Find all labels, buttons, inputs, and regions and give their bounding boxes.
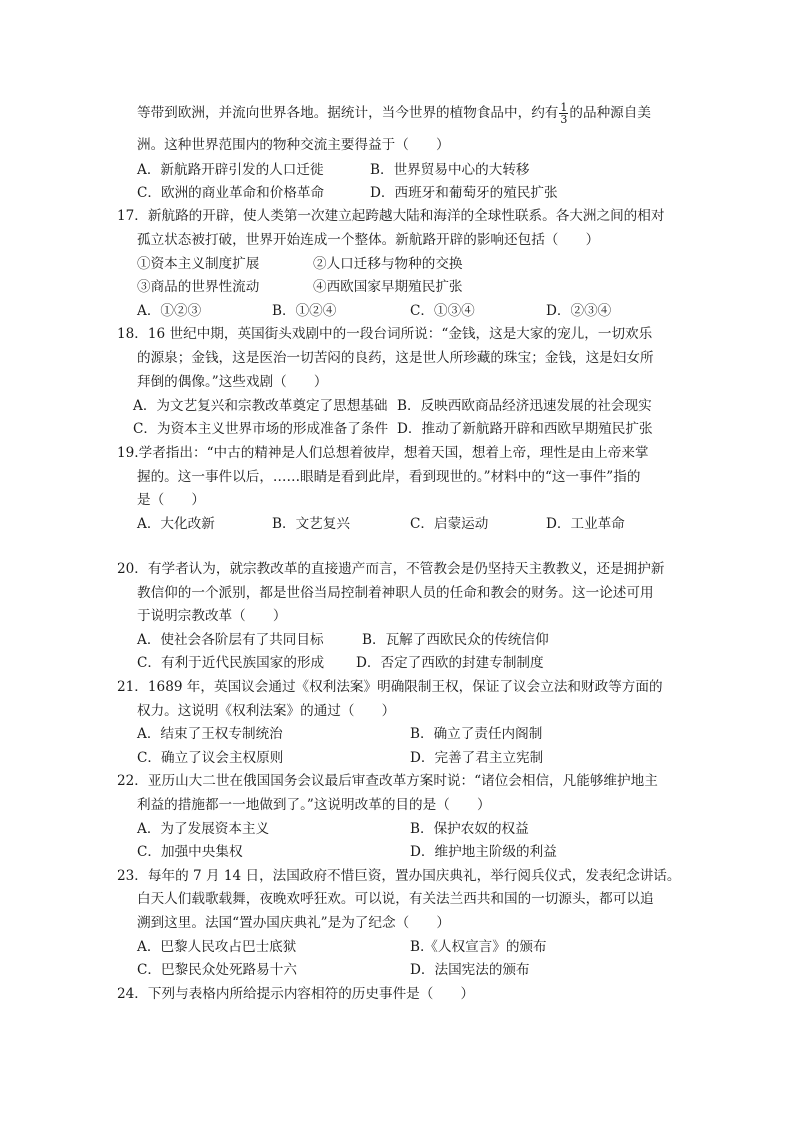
q17-item-4: ④西欧国家早期殖民扩张	[313, 279, 463, 295]
q23-option-d: D．法国宪法的颁布	[410, 962, 530, 978]
q20-option-b: B．瓦解了西欧民众的传统信仰	[362, 632, 549, 648]
q19-option-b: B．文艺复兴	[272, 516, 350, 532]
q22-option-d: D．维护地主阶级的利益	[410, 844, 557, 860]
q20-option-c: C．有利于近代民族国家的形成	[137, 655, 325, 671]
q20-option-d: D．否定了西欧的封建专制制度	[356, 655, 544, 671]
q21-option-c: C．确立了议会主权原则	[137, 750, 284, 766]
q21-line-2: 权力。这说明《权利法案》的通过（ ）	[137, 703, 396, 719]
q18-option-d: D．推动了新航路开辟和西欧早期殖民扩张	[397, 421, 653, 437]
q16-line-1: 等带到欧洲，并流向世界各地。据统计，当今世界的植物食品中，约有 $\frac{1}{3}$ 的品种源自美	[137, 101, 651, 126]
q20-line-1: 20．有学者认为，就宗教改革的直接遗产而言，不管教会是仍坚持天主教教义，还是拥护新	[117, 561, 665, 577]
q23-option-c: C．巴黎民众处死路易十六	[137, 962, 297, 978]
q24-line-1: 24．下列与表格内所给提示内容相符的历史事件是（ ）	[117, 986, 475, 1002]
q22-line-1: 22．亚历山大二世在俄国国务会议最后审查改革方案时说：“诸位会相信，凡能够维护地主	[117, 773, 658, 789]
q16-option-c: C．欧洲的商业革命和价格革命	[137, 185, 325, 201]
q17-option-c: C．①③④	[410, 303, 475, 319]
q23-option-b: B.《人权宣言》的颁布	[410, 939, 547, 955]
q22-line-2: 利益的措施都一一地做到了。”这说明改革的目的是（ ）	[137, 797, 491, 813]
q16-option-b: B．世界贸易中心的大转移	[370, 162, 530, 178]
q19-option-c: C．启蒙运动	[410, 516, 489, 532]
q16-option-d: D．西班牙和葡萄牙的殖民扩张	[370, 185, 558, 201]
q17-option-d: D．②③④	[546, 303, 612, 319]
q22-option-c: C．加强中央集权	[137, 844, 243, 860]
q19-line-1: 19.学者指出：“中古的精神是人们总想着彼岸，想着天国，想着上帝，理性是由上帝来掌	[117, 445, 649, 461]
q18-line-1: 18．16 世纪中期，英国街头戏剧中的一段台词所说：“金钱，这是大家的宠儿，一切欢乐	[117, 326, 653, 342]
q22-option-b: B．保护农奴的权益	[410, 821, 529, 837]
q19-option-d: D．工业革命	[546, 516, 625, 532]
q19-option-a: A．大化改新	[137, 516, 215, 532]
q20-option-a: A．使社会各阶层有了共同目标	[137, 632, 324, 648]
q23-option-a: A．巴黎人民攻占巴士底狱	[137, 939, 297, 955]
q18-option-a: A．为文艺复兴和宗教改革奠定了思想基础	[133, 398, 388, 414]
q17-line-2: 孤立状态被打破，世界开始连成一个整体。新航路开辟的影响还包括（ ）	[137, 232, 600, 248]
q18-option-c: C．为资本主义世界市场的形成准备了条件	[133, 421, 389, 437]
q17-option-b: B．①②④	[272, 303, 337, 319]
q16-line-2: 洲。这种世界范围内的物种交流主要得益于（ ）	[137, 137, 450, 153]
q21-line-1: 21．1689 年，英国议会通过《权利法案》明确限制王权，保证了议会立法和财政等方面的	[117, 679, 663, 695]
q20-line-2: 教信仰的一个派别，都是世俗当局控制着神职人员的任命和教会的财务。这一论述可用	[137, 585, 654, 601]
q23-line-2: 白天人们载歌载舞，夜晚欢呼狂欢。可以说，有关法兰西共和国的一切源头，都可以追	[137, 891, 654, 907]
q21-option-b: B．确立了责任内阁制	[410, 726, 543, 742]
q23-line-1: 23．每年的 7 月 14 日，法国政府不惜巨资，置办国庆典礼，举行阅兵仪式，发表纪念讲话。	[117, 868, 681, 884]
q17-item-2: ②人口迁移与物种的交换	[313, 256, 463, 272]
q17-line-1: 17．新航路的开辟，使人类第一次建立起跨越大陆和海洋的全球性联系。各大洲之间的相对	[117, 208, 665, 224]
q16-option-a: A．新航路开辟引发的人口迁徙	[137, 162, 324, 178]
q21-option-d: D．完善了君主立宪制	[410, 750, 544, 766]
q17-option-a: A．①②③	[137, 303, 202, 319]
q17-item-3: ③商品的世界性流动	[137, 279, 260, 295]
q22-option-a: A．为了发展资本主义	[137, 821, 270, 837]
q19-line-3: 是（ ）	[137, 492, 205, 508]
q20-line-3: 于说明宗教改革（ ）	[137, 608, 287, 624]
q23-line-3: 溯到这里。法国“置办国庆典礼”是为了纪念（ ）	[137, 915, 450, 931]
q21-option-a: A．结束了王权专制统治	[137, 726, 283, 742]
q18-line-2: 的源泉；金钱，这是医治一切苦闷的良药，这是世人所珍藏的珠宝；金钱，这是妇女所	[137, 350, 654, 366]
q18-line-3: 拜倒的偶像。”这些戏剧（ ）	[137, 374, 328, 390]
q19-line-2: 握的。这一事件以后，……眼睛是看到此岸，看到现世的。”材料中的“这一事件”指的	[137, 469, 641, 485]
fraction-one-third: $\frac{1}{3}$	[560, 101, 568, 126]
q17-item-1: ①资本主义制度扩展	[137, 256, 260, 272]
q18-option-b: B．反映西欧商品经济迅速发展的社会现实	[397, 398, 652, 414]
